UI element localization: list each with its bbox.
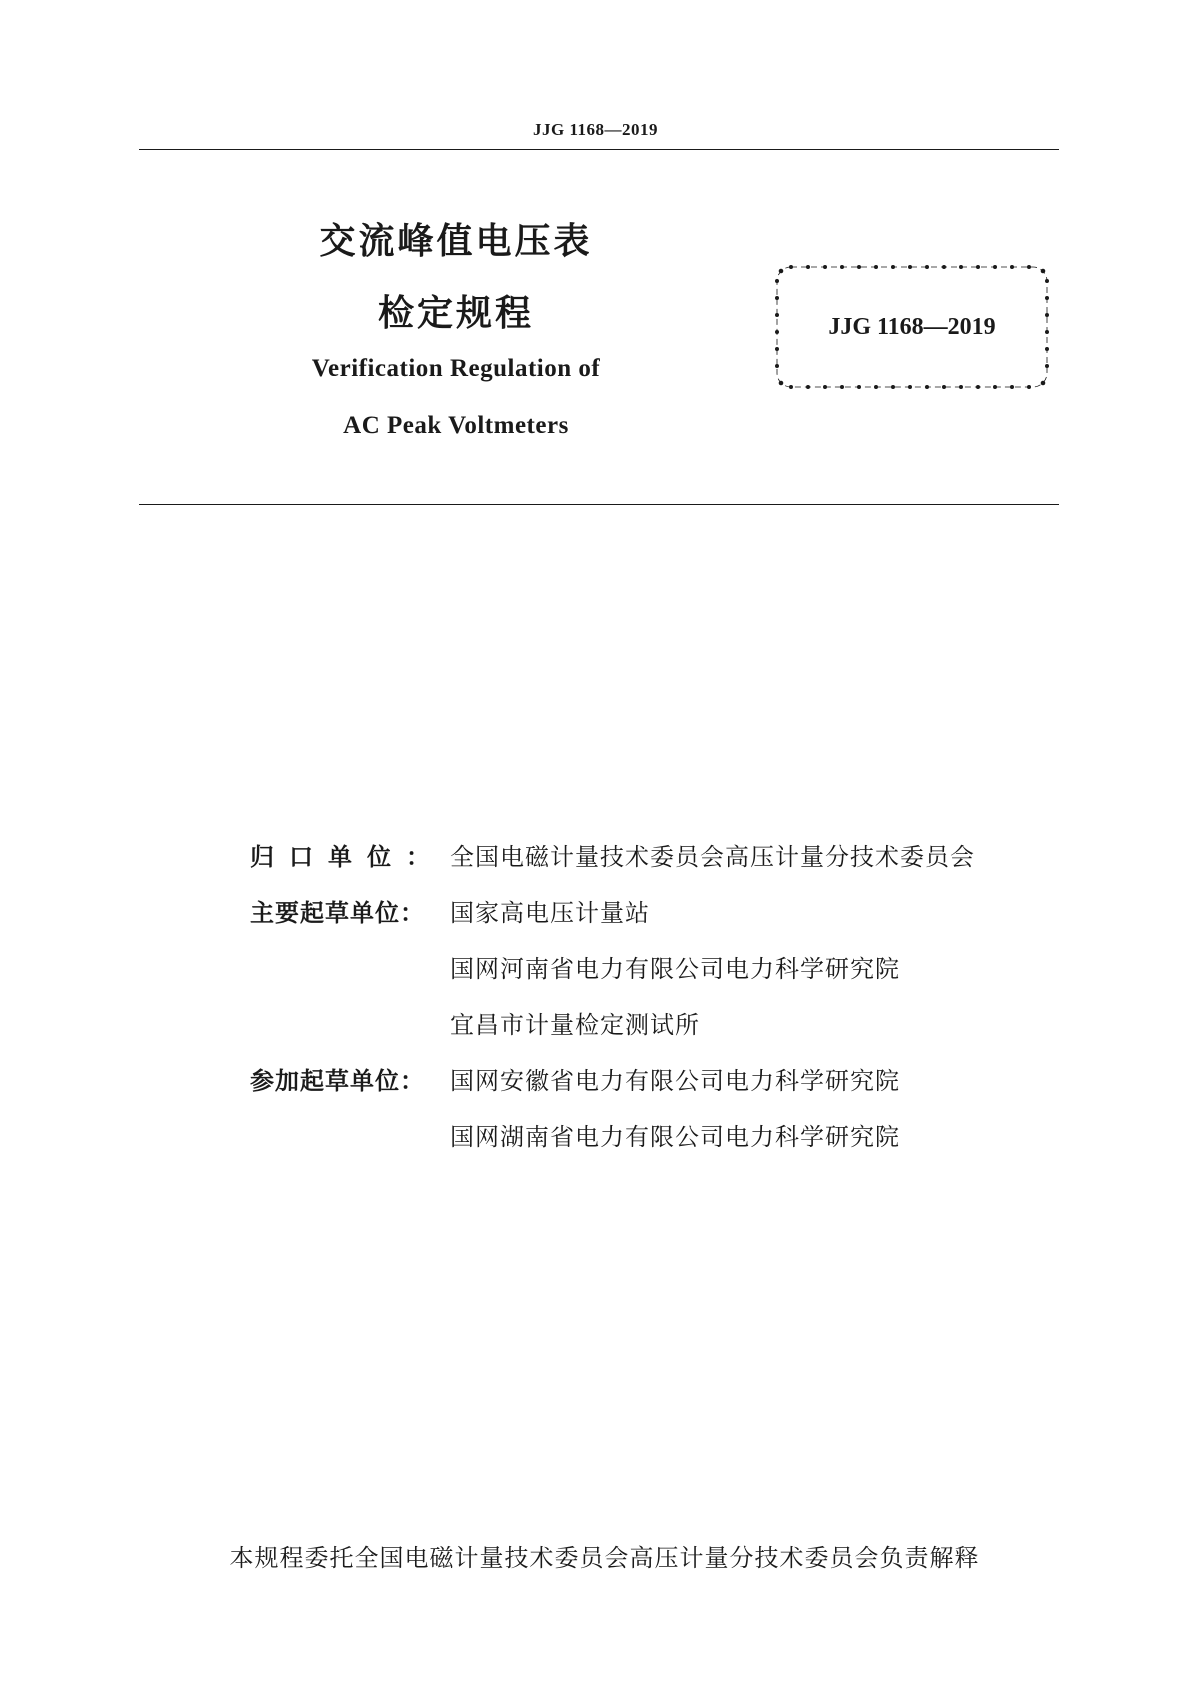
responsible-unit-value: 全国电磁计量技术委员会高压计量分技术委员会 [450, 843, 975, 871]
standard-code-box [773, 263, 1051, 391]
responsible-unit-label: 归口单位： [250, 843, 445, 871]
standard-code-box-text: JJG 1168—2019 [828, 313, 996, 340]
participating-drafter-value: 国网安徽省电力有限公司电力科学研究院 [450, 1067, 900, 1095]
title-english-line-2: AC Peak Voltmeters [343, 412, 569, 439]
participating-drafter-value: 国网湖南省电力有限公司电力科学研究院 [450, 1123, 900, 1151]
main-drafter-value: 国网河南省电力有限公司电力科学研究院 [450, 955, 900, 983]
main-drafters-label: 主要起草单位： [250, 899, 425, 927]
header-standard-code: JJG 1168—2019 [532, 120, 659, 139]
top-divider [139, 149, 1059, 150]
title-english-line-1: Verification Regulation of [311, 355, 601, 382]
main-drafter-value: 宜昌市计量检定测试所 [450, 1011, 700, 1039]
responsible-unit-row [250, 829, 1070, 885]
main-drafter-row [250, 997, 1070, 1053]
title-chinese-line-2: 检定规程 [377, 293, 534, 334]
main-drafter-row [250, 885, 1070, 941]
participating-drafters-label: 参加起草单位： [250, 1067, 425, 1095]
bottom-divider [139, 504, 1059, 505]
title-chinese-line-1: 交流峰值电压表 [319, 221, 593, 262]
participating-drafter-row [250, 1109, 1070, 1165]
main-drafter-value: 国家高电压计量站 [450, 899, 650, 927]
main-drafter-row [250, 941, 1070, 997]
drafting-units-section [250, 829, 1070, 1165]
interpretation-note: 本规程委托全国电磁计量技术委员会高压计量分技术委员会负责解释 [229, 1544, 980, 1572]
participating-drafter-row [250, 1053, 1070, 1109]
